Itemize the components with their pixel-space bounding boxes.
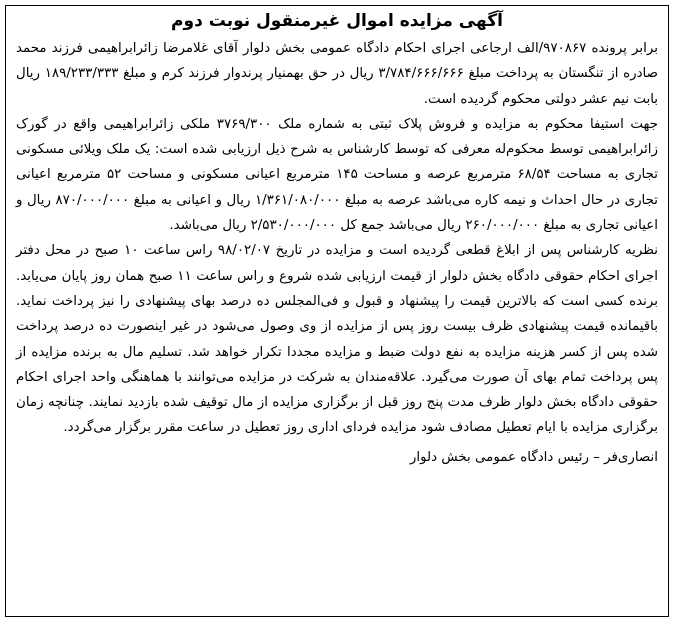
notice-title: آگهی مزایده اموال غیرمنقول نوبت دوم [171,11,503,31]
notice-paragraph-property: جهت استیفا محکوم به مزایده و فروش پلاک ثبتی به شماره ملک ۳۷۶۹/۳۰۰ ملکی زائرابراهیمی واقع در گورک زائرابراهیمی توسط محکوم‌له معرفی که توسط کارشناس به شرح ذیل ارزیابی شده است: یک ملک ویلائی مسکونی تجاری به مساحت ۶۸/۵۴ مترمربع عرصه و مساحت ۱۴۵ مترمربع اعیانی مسکونی و مساحت ۵۲ مترمربع اعیانی تجاری در حال احداث و نیمه کاره می‌باشد عرصه به مبلغ ۱/۳۶۱/۰۸۰/۰۰۰ ریال و اعیانی به مبلغ ۸۷۰/۰۰۰/۰۰۰ ریال و اعیانی تجاری به مبلغ ۲۶۰/۰۰۰/۰۰۰ ریال می‌باشد جمع کل ۲/۵۳۰/۰۰۰/۰۰۰ ریال می‌باشد. [16,116,659,234]
notice-paragraph-verdict: برابر پرونده ۹۷۰۸۶۷/الف ارجاعی اجرای احکام دادگاه عمومی بخش دلوار آقای غلامرضا زائرابراهیمی فرزند محمد صادره از تنگستان به پرداخت مبلغ ۳/۷۸۴/۶۶۶/۶۶۶ ریال در حق بهمنیار پرندوار فرزند کرم و مبلغ ۱۸۹/۲۳۳/۳۳۳ ریال بابت نیم عشر دولتی محکوم گردیده است. [16,41,658,107]
notice-signature: انصاری‌فر – رئیس دادگاه عمومی بخش دلوار [409,449,658,465]
auction-notice [5,5,669,617]
notice-paragraph-auction-terms: نظریه کارشناس پس از ابلاغ قطعی گردیده است و مزایده در تاریخ ۹۸/۰۲/۰۷ راس ساعت ۱۰ صبح در محل دفتر اجرای احکام حقوقی دادگاه بخش دلوار از قیمت ارزیابی شده شروع و راس ساعت ۱۱ صبح همان روز پایان می‌یابد. برنده کسی است که بالاترین قیمت را پیشنهاد و قبول و فی‌المجلس ده درصد بهای پیشنهادی را نیز پرداخت نماید. باقیمانده قیمت پیشنهادی ظرف بیست روز پس از مزایده از وی وصول می‌شود در غیر اینصورت ده درصد پرداخت شده پس از کسر هزینه مزایده به نفع دولت ضبط و مزایده مجددا تکرار خواهد شد. تسلیم مال به برنده مزایده از پس پرداخت تمام بهای آن صورت می‌گیرد. علاقه‌مندان به شرکت در مزایده می‌توانند با هماهنگی واحد اجرای احکام حقوقی دادگاه بخش دلوار ظرف مدت پنج روز قبل از برگزاری مزایده از مال توقیف شده بازدید نمایند. چنانچه زمان برگزاری مزایده با ایام تعطیل مصادف شود مزایده فردای اداری روز تعطیل در ساعت مقرر برگزار می‌گردد. [16,243,658,436]
